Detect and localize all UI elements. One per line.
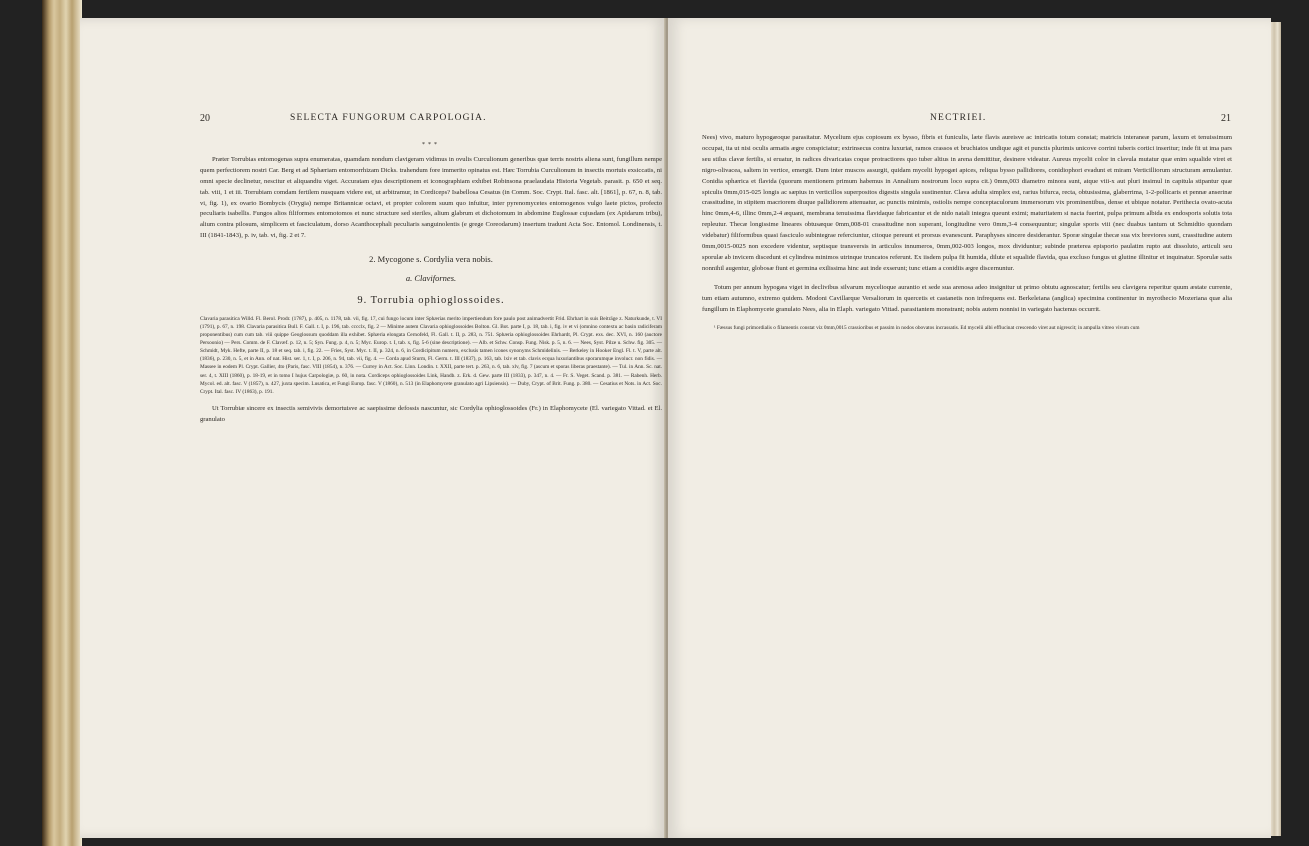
habitat-paragraph: Totum per annum hypogæa viget in declivibus silvarum mycelioque aurantio et sede sua arenosa adeo insignitur ut primo obtutu agnoscatur; fertilis seu clavigera reperitur quum æstate currente, tum etiam autumno, extremo quidem. Modoni Cavillarque Versaliorum in quercetis et castanetis non infrequens est. Berkeleiana (anglica) specimina continentur in myrothecio Mozeriana quæ alia fungillum in Elaphomycete granulato Nees, alia in Elaph. variegato Vittad. parasitantem monstrant; nobis autem nonnisi in variegato hactenus occurrit. bbox=[702, 283, 1232, 313]
species-heading: 9. Torrubia ophioglossoides. bbox=[357, 294, 505, 306]
stars-separator: *** bbox=[422, 142, 440, 148]
closing-paragraph: Ut Torrubiæ sincere ex insectis semivivis demortuisve ac saepissime defossis nascuntur, sic Cordylia ophioglossoides (Fr.) in Elaphomycete (El. variegato Vittad. et El. granulato bbox=[200, 404, 662, 423]
left-text-block bbox=[200, 140, 662, 426]
synonymy-block: Clavaria parasitica Willd. Fl. Berol. Prodr. (1787), p. 405, n. 1178, tab. vii, fig. 17, cui fungo locum inter Sphærias merito impertiendum fore paulo post animadvertit Frid. Ehrhart in suis Beiträge z. Naturkunde, t. VI (1791), p. 67, n. 198. Clavaria parasitica Bull. F. Gall. t. I, p. 196, tab. cccclx, fig. 2 — Minime autem Clavaria ophioglossoides Bolton. Gl. Bot. parte I, p. 18, tab. i, fig. iv et vi (omnino contextu ac basin radiciferam proponentibus) cum cum tab. viii quippe Geoglossum quoddam illa exhibet. Sphæria elongata Cernofeld, Fl. Gall. t. II, p. 283, n. 751. Sphæria ophioglossoides Ehrhardt, Pl. Crypt. exs. dec. XVI, n. 160 (auctore Persoonio) — Pers. Comm. de F. Clavæf. p. 12, n. 5; Syn. Fung. p. 4, n. 5; Myc. Europ. t. I, tab. x, fig. 5-6 (sine descriptione). — Alb. et Schw. Consp. Fung. Nisk. p. 5, n. 6. — Nees, Syst. Pilze u. Schw. fig. 305. — Schmidt, Myk. Hefte, parte II, p. 18 et seq. tab. i, fig. 22. — Fries, Syst. Myc. t. II, p. 324, n. 6, in Cordicipitum numero, exclusis tamen icones synonyms Schmidelinis. — Berkeley in Hooker Engl. Fl. t. V, parte alt. (1836), p. 230, n. 5, et in Ann. of nat. Hist. ser. 1, t. I, p. 206, n. 94, tab. vii, fig. 4. — Corda apud Sturm, Fl. Germ. t. III (1837), p. 163, tab. lxiv et tab. clavis ecqua luxuriantibus sporarumque involucr. non fidis. — Massee in eodem Pl. Crypt. Gallier, 4to (Paris, fasc. VIII (1854), n. 376. — Currey in Act. Soc. Linn. Londin. t. XXII, parte tert. p. 263, n. 6, tab. xlv, fig. 7 (ascum et sporas liberas praestante). — Tul. in Ann. Sc. nat. ser. 4, t. XIII (1860), p. 18-19, et in tomo I hujus Carpologiæ, p. 60, in nota. Cordiceps ophioglossoides Link, Handb. z. Erk. d. Gew. parte III (1833), p. 347, n. 4. — Fr. S. Veget. Scand. p. 381. — Rabenh. Herb. Mycol. ed. alt. fasc. V (1857), n. 427, juxta specim. Lusatica, et Fungi Europ. fasc. V (1860), n. 513 (in Elaphomycete granulato agri Lipsiensis). — Duby, Crypt. of Brit. Fung. p. 380. — Cesatius et Nots. in Act. Soc. Crypt. Ital. fasc. IV (1863), p. 191. bbox=[200, 315, 662, 395]
section-heading: 2. Mycogone s. Cordylia vera nobis. bbox=[369, 254, 493, 265]
right-text-block bbox=[702, 133, 1232, 332]
right-running-head: NECTRIEI. bbox=[930, 113, 987, 123]
left-page bbox=[80, 18, 666, 838]
right-page-number: 21 bbox=[1221, 113, 1231, 124]
intro-paragraph: Præter Torrubias entomogenas supra enumeratas, quamdam nondum clavigeram vidimus in ovulis Curculionum generibus quæ terris nostris aliena sunt, fungillum nempe quem perfectiorem nostri Car. Berg et ad Sphæriam entomorrhizam Dicks. trahendum fore immerito opinatus est. Hæc Torrubia Curculionum in insectis mortuis exsiccatis, ni omni specie declinetur, nescitur et aliquandiu viget. Accuratam ejus descriptionem et iconographiam exhibet Robinsona praelaudata Historia Vegetab. parasit. p. 650 et seq. tab. viii, 1 et iii. Torrubiam comdam fertilem nusquam videre est, ut arbitramur, in Cordiceps? Isabellosa Cesatus (in Comm. Soc. Crypt. Ital. fasc. alt. [1861], p. 67, n. 8, tab. vi, fig. 1), ex ovario Bombycis (Orygia) nempe Britannicæ octavi, et propter colorem suum quo infuitur, inter pyrenomycetes entomogenos vulgo laete pictos, profecto peculiaris isabellis. Fungos alios filiformes entomotomos et nunc structure sed steriles, alium glabrum et dichotomum in abdomine Euglossæ cujusdam (ex Apidarum tribu), alium contra pilosum, simplicem et fasciculatum, dorso Acanthocephali peculiaris sanguinolentis (e grege Coreodarum) insertum tradunt Acta Soc. Entomol. Londinensis, t. III (1841-1843), p. iv, tab. vi, fig. 2 et 7. bbox=[200, 155, 662, 240]
footnote: ¹ Fæssus fungi primordialis o filamentis constat viz 0mm,0015 crassioribus et passim in nodos obovatos incrassatis. Ed mycelii albi efflucinat crescendo viret aut nigrescit; in ampulla vitreo vivum cum bbox=[714, 324, 1140, 331]
left-running-head: SELECTA FUNGORUM CARPOLOGIA. bbox=[290, 113, 487, 123]
subsection-heading: a. Clavifornes. bbox=[405, 273, 457, 284]
description-paragraph: Nees) vivo, maturo hypogæoque parasitatur. Mycelium ejus copiosum ex bysso, fibris et funiculis, læte flavis aureisve ac intricatis totum constat; matricis interaneæ parum, laxum et tenuissimum occupat, ita ut nisi oculis armatis ægre conspiciatur; extrinsecus contra luxuriat, ramos crassos et bruchiatos undique agit et punctis plurimis unicove corrini tuberis cortici inseritur; inde fit ut ima pars seu stilus clavæ fertilis, si eruatur, in radices divaricatas coque protractiores quo tuber altius in arena demittitur, desinere videatur. Aureus mycelii color in clavula mutatur quæ enim squalide viret et nigro-olivacea, saltem in vertice, emergit. Dum inter muscos assurgit, quidam mycelii hypogæi apices, reliqua bysso pallidiores, conidiophori evadunt et miram Verticilliorum structuram æmulantur. Conidia sphærica et flavida (quorum mentionem primum habemus in Annalium nostrorum loco supra cit.) 0mm,003 diametro minora sunt, atque viii-x aut pluri insimul in capitula stipantur quæ spiculis 0mm,015-025 longis ac sæpius in verticillos superpositos digestis singula sustinentur. Clava adulta simplex est, rarius bifurca, recta, obtusissima, glaberrima, 1-2-pollicaris et pennæ anserinæ crassitudine, in stipitem macriorem diuque pallidiorem attenuatur, ac punctis minimis, ostiolis nempe conceptaculorum immersorum vix prominentibus, dense et ubique notatur. Perithecia ovato-acuta hinc 0mm,4-6, illinc 0mm,2-4 æquant, membrana tenuissima flavidaque fabricantur et de nido natali integra queunt eximi; maturitatem si nacta fuerint, pulpa primum albida ex endosporis solutis tota repleutur. Thecæ longissime lineares obtusæque 0mm,008-01 crassitudine non superant, longitudine vero 0mm,3-4 consequuntur; singulæ sporis viii (nec duabus tantum ut Schmidtio quondam videbatur) filiformibus quasi fasciculo subintegrae referciuntur, citoque pereunt et prorsus evanescunt. Paraphyses sincere desiderantur. Sporæ singulæ thecæ sua vix breviores sunt, crassitudine autem 0mm,0015-0025 non excedere videntur, septisque transversis in articulos innumeros, 0mm,002-003 longos, mox dividuntur; subinde præterea episporio paulatim rupto aut dissoluto, articuli seu sporulæ ab invicem discedunt et cylindrea minimos utrinque truncatos referunt. Ex iisdem pulpa fit humida, dilute et squalide flavida, qua excluso fungus ut glutine illinitur et inquinatur. Sporulæ satis nonnihil augentur, globosæ fiunt et germina exilissima hinc aut inde exserunt; tunc etiam a conidiis ægre discernuntur. bbox=[702, 134, 1232, 272]
left-page-number: 20 bbox=[200, 113, 210, 124]
page-stack-edge bbox=[1271, 22, 1281, 836]
right-page bbox=[668, 18, 1271, 838]
book-binding bbox=[42, 0, 82, 846]
